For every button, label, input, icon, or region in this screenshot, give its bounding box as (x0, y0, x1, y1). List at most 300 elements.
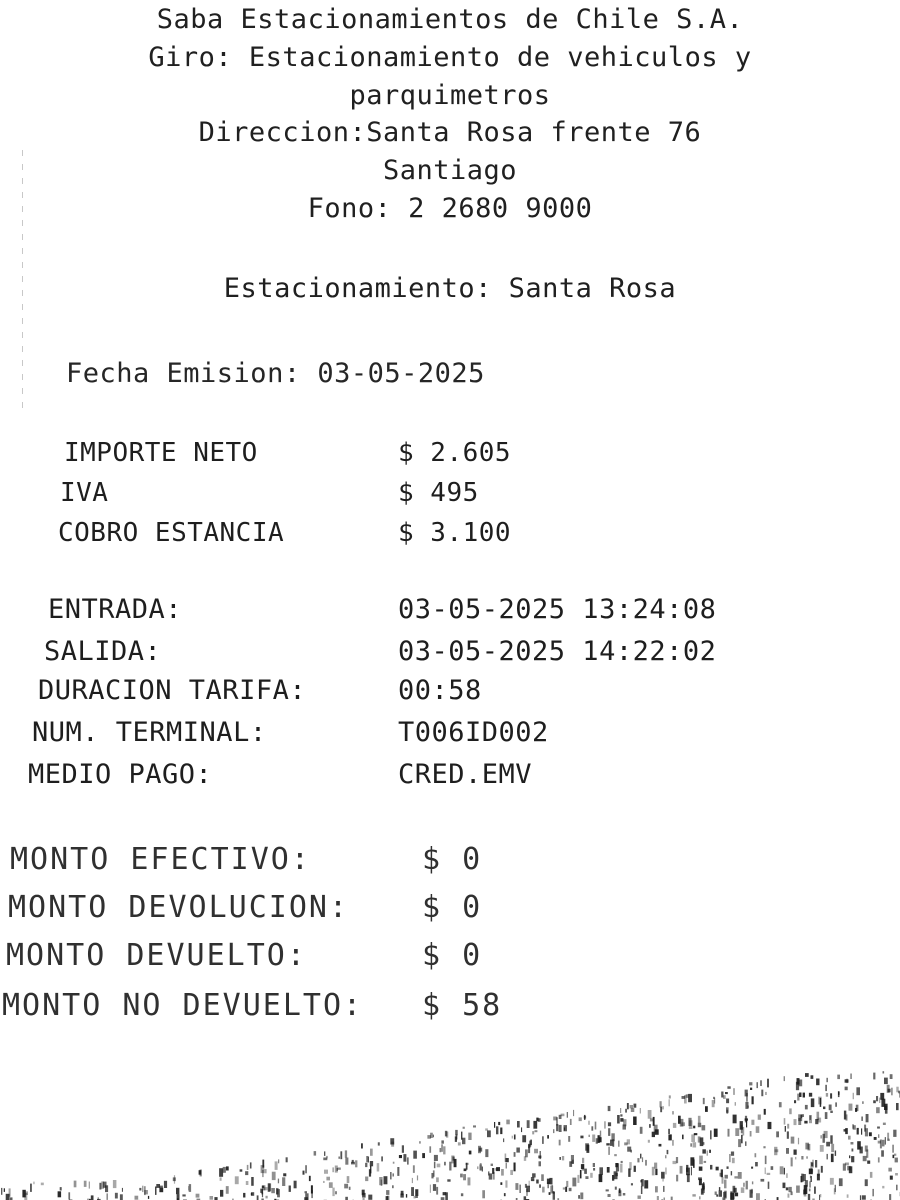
noise-speck (877, 1127, 880, 1129)
entry-label: ENTRADA: (48, 594, 183, 625)
noise-speck (881, 1099, 885, 1107)
noise-speck (869, 1132, 872, 1136)
noise-speck (813, 1160, 814, 1168)
noise-speck (103, 1182, 107, 1188)
noise-speck (789, 1187, 792, 1192)
noise-speck (818, 1169, 820, 1176)
noise-speck (823, 1134, 825, 1143)
noise-speck (445, 1131, 447, 1137)
noise-speck (559, 1140, 561, 1146)
noise-speck (893, 1155, 895, 1158)
noise-speck (796, 1186, 800, 1193)
noise-speck (709, 1150, 711, 1153)
noise-speck (691, 1167, 692, 1176)
noise-speck (761, 1179, 765, 1182)
noise-speck (830, 1111, 833, 1113)
noise-speck (464, 1169, 467, 1172)
noise-speck (352, 1160, 354, 1163)
noise-speck (730, 1191, 733, 1199)
noise-speck (693, 1142, 697, 1147)
noise-speck (865, 1146, 868, 1152)
noise-speck (585, 1176, 588, 1179)
refund-amount-label: MONTO DEVOLUCION: (8, 890, 350, 925)
noise-speck (381, 1156, 383, 1161)
noise-speck (399, 1155, 402, 1158)
noise-speck (411, 1187, 414, 1196)
refund-amount-value: $ 0 (422, 890, 483, 925)
noise-speck (634, 1166, 636, 1172)
noise-speck (262, 1189, 263, 1197)
noise-speck (745, 1118, 748, 1120)
noise-speck (461, 1193, 463, 1196)
noise-speck (579, 1117, 582, 1121)
noise-speck (534, 1149, 538, 1154)
net-amount-label: IMPORTE NETO (64, 438, 258, 468)
noise-speck (756, 1126, 760, 1133)
noise-speck (890, 1074, 893, 1079)
noise-speck (751, 1189, 753, 1194)
noise-speck (845, 1163, 849, 1166)
noise-speck (825, 1085, 827, 1091)
noise-speck (553, 1129, 554, 1133)
noise-speck (223, 1167, 226, 1173)
noise-speck (866, 1114, 869, 1122)
noise-speck (199, 1170, 202, 1175)
noise-speck (623, 1193, 626, 1196)
noise-speck (723, 1095, 726, 1099)
noise-speck (856, 1105, 859, 1111)
noise-speck (734, 1176, 738, 1178)
noise-speck (247, 1165, 249, 1170)
noise-speck (458, 1142, 461, 1145)
noise-speck (826, 1093, 828, 1097)
noise-speck (715, 1192, 717, 1195)
noise-speck (324, 1151, 325, 1156)
noise-speck (765, 1092, 767, 1095)
noise-speck (447, 1179, 450, 1181)
noise-speck (251, 1193, 253, 1196)
noise-speck (609, 1147, 610, 1155)
noise-speck (722, 1177, 724, 1184)
noise-speck (272, 1172, 276, 1180)
noise-speck (139, 1188, 141, 1191)
noise-speck (894, 1154, 896, 1156)
noise-speck (810, 1115, 812, 1120)
noise-speck (826, 1142, 830, 1147)
noise-speck (676, 1175, 678, 1182)
noise-speck (883, 1071, 885, 1073)
noise-speck (74, 1181, 77, 1188)
noise-speck (714, 1129, 718, 1137)
noise-speck (580, 1193, 583, 1200)
noise-speck (682, 1096, 686, 1099)
noise-speck (485, 1149, 488, 1157)
noise-speck (514, 1152, 516, 1157)
noise-speck (642, 1157, 643, 1162)
noise-speck (710, 1165, 712, 1170)
noise-speck (805, 1073, 809, 1077)
noise-speck (738, 1139, 741, 1147)
noise-speck (525, 1149, 528, 1157)
noise-speck (851, 1156, 854, 1162)
noise-speck (821, 1135, 822, 1138)
noise-speck (889, 1194, 891, 1200)
noise-speck (835, 1185, 836, 1192)
noise-speck (805, 1180, 808, 1187)
noise-speck (434, 1155, 438, 1161)
noise-speck (755, 1153, 757, 1157)
noise-speck (873, 1073, 875, 1080)
noise-speck (220, 1190, 223, 1197)
noise-speck (625, 1109, 627, 1113)
noise-speck (876, 1107, 880, 1113)
noise-speck (768, 1182, 770, 1189)
noise-speck (698, 1116, 701, 1123)
noise-speck (608, 1106, 611, 1111)
noise-speck (559, 1115, 562, 1119)
noise-speck (669, 1099, 670, 1106)
noise-speck (820, 1098, 822, 1107)
noise-speck (556, 1124, 558, 1131)
noise-speck (801, 1115, 803, 1119)
noise-speck (741, 1135, 743, 1144)
noise-speck (505, 1158, 508, 1162)
noise-speck (326, 1177, 330, 1181)
noise-speck (761, 1090, 763, 1097)
noise-speck (809, 1093, 812, 1097)
noise-speck (99, 1183, 101, 1190)
noise-speck (678, 1116, 681, 1124)
noise-speck (303, 1171, 305, 1175)
noise-speck (863, 1156, 867, 1161)
noise-speck (784, 1168, 785, 1175)
noise-speck (569, 1188, 572, 1191)
noise-speck (338, 1168, 341, 1170)
noise-speck (563, 1187, 565, 1189)
noise-speck (630, 1105, 633, 1108)
noise-speck (620, 1164, 622, 1173)
noise-speck (644, 1180, 648, 1188)
noise-speck (436, 1187, 438, 1195)
noise-speck (159, 1186, 163, 1189)
noise-speck (345, 1158, 348, 1165)
noise-speck (618, 1190, 621, 1196)
noise-speck (719, 1187, 720, 1191)
noise-speck (893, 1145, 894, 1153)
noise-speck (568, 1136, 570, 1142)
noise-speck (727, 1086, 730, 1089)
not-returned-amount-value: $ 58 (422, 988, 503, 1023)
noise-speck (264, 1169, 266, 1173)
address: Direccion:Santa Rosa frente 76 (198, 117, 702, 148)
noise-speck (338, 1157, 340, 1159)
noise-speck (275, 1161, 278, 1170)
noise-speck (595, 1122, 597, 1130)
noise-speck (505, 1180, 507, 1187)
noise-speck (726, 1099, 729, 1104)
noise-speck (567, 1112, 568, 1118)
noise-speck (468, 1133, 471, 1140)
noise-speck (219, 1168, 223, 1177)
noise-speck (618, 1141, 620, 1147)
noise-speck (427, 1135, 431, 1139)
noise-speck (89, 1182, 90, 1189)
noise-speck (757, 1082, 758, 1088)
noise-speck (895, 1173, 898, 1176)
noise-speck (593, 1163, 595, 1167)
noise-speck (733, 1115, 737, 1124)
noise-speck (332, 1188, 334, 1197)
noise-speck (494, 1122, 495, 1128)
noise-speck (733, 1186, 736, 1193)
noise-speck (783, 1183, 786, 1189)
noise-speck (698, 1177, 702, 1180)
noise-speck (148, 1196, 149, 1199)
noise-speck (830, 1135, 832, 1144)
noise-speck (419, 1141, 420, 1143)
noise-speck (487, 1130, 491, 1137)
noise-speck (210, 1196, 214, 1200)
noise-speck (873, 1100, 876, 1103)
noise-speck (257, 1195, 259, 1200)
noise-speck (608, 1128, 610, 1136)
noise-speck (831, 1144, 834, 1152)
noise-speck (519, 1185, 521, 1193)
noise-speck (155, 1187, 157, 1195)
noise-speck (654, 1163, 657, 1169)
noise-speck (818, 1118, 822, 1123)
noise-speck (617, 1115, 620, 1124)
noise-speck (787, 1124, 789, 1129)
noise-speck (243, 1193, 245, 1198)
noise-speck (479, 1148, 482, 1152)
noise-speck (164, 1181, 167, 1188)
noise-speck (566, 1181, 568, 1187)
noise-speck (803, 1093, 805, 1098)
noise-speck (615, 1187, 617, 1190)
noise-speck (667, 1150, 669, 1154)
noise-speck (784, 1076, 785, 1081)
noise-speck (750, 1131, 752, 1137)
noise-speck (182, 1194, 185, 1196)
noise-speck (84, 1181, 87, 1187)
noise-speck (673, 1161, 677, 1164)
noise-speck (433, 1135, 434, 1138)
noise-speck (506, 1120, 510, 1125)
noise-speck (821, 1166, 823, 1173)
noise-speck (835, 1102, 837, 1106)
noise-speck (691, 1134, 695, 1142)
noise-speck (515, 1183, 518, 1190)
noise-speck (690, 1157, 694, 1166)
noise-speck (661, 1172, 665, 1179)
noise-speck (716, 1194, 718, 1196)
noise-speck (849, 1155, 850, 1158)
returned-amount-value: $ 0 (422, 938, 483, 973)
noise-speck (569, 1161, 572, 1167)
noise-speck (853, 1093, 854, 1099)
noise-speck (559, 1125, 562, 1132)
noise-speck (530, 1140, 532, 1146)
noise-speck (893, 1130, 896, 1137)
noise-speck (755, 1162, 758, 1166)
noise-speck (846, 1079, 848, 1083)
noise-speck (645, 1160, 647, 1166)
noise-speck (896, 1103, 899, 1110)
noise-speck (873, 1189, 874, 1196)
noise-speck (283, 1173, 286, 1176)
noise-speck (604, 1121, 606, 1128)
noise-speck (876, 1096, 878, 1101)
noise-speck (365, 1177, 368, 1182)
overprinted-noise-strip (0, 1070, 900, 1200)
noise-speck (648, 1140, 650, 1143)
noise-speck (673, 1123, 676, 1128)
noise-speck (687, 1174, 690, 1182)
noise-speck (329, 1182, 333, 1188)
noise-speck (627, 1147, 631, 1152)
noise-speck (466, 1163, 469, 1165)
noise-speck (538, 1156, 541, 1159)
noise-speck (776, 1131, 779, 1137)
noise-speck (779, 1102, 782, 1107)
terminal-label: NUM. TERMINAL: (32, 717, 267, 748)
noise-speck (516, 1148, 520, 1153)
noise-speck (760, 1080, 761, 1086)
noise-speck (1, 1188, 2, 1195)
noise-speck (159, 1188, 163, 1193)
noise-speck (477, 1166, 478, 1169)
noise-speck (707, 1151, 708, 1156)
noise-speck (220, 1177, 222, 1180)
noise-speck (510, 1170, 513, 1175)
noise-speck (553, 1117, 557, 1121)
exit-time: 03-05-2025 14:22:02 (398, 636, 717, 667)
company-name: Saba Estacionamientos de Chile S.A. (156, 4, 744, 35)
noise-speck (498, 1122, 500, 1125)
noise-speck (627, 1103, 629, 1109)
noise-speck (536, 1180, 539, 1184)
noise-speck (671, 1197, 673, 1200)
noise-speck (196, 1194, 200, 1198)
noise-speck (839, 1178, 843, 1186)
noise-speck (880, 1140, 882, 1149)
noise-speck (752, 1096, 754, 1104)
noise-speck (369, 1169, 371, 1176)
noise-speck (176, 1188, 179, 1194)
noise-speck (680, 1166, 683, 1174)
noise-speck (751, 1167, 753, 1169)
noise-speck (415, 1189, 418, 1196)
noise-speck (804, 1121, 807, 1124)
noise-speck (867, 1161, 870, 1164)
noise-speck (672, 1140, 674, 1146)
noise-speck (745, 1102, 748, 1109)
noise-speck (68, 1192, 70, 1199)
noise-speck (488, 1171, 489, 1175)
noise-speck (177, 1194, 180, 1200)
noise-speck (847, 1166, 851, 1171)
noise-speck (496, 1126, 498, 1134)
payment-method-label: MEDIO PAGO: (28, 759, 213, 790)
noise-speck (819, 1195, 820, 1200)
noise-speck (570, 1119, 572, 1125)
noise-speck (324, 1170, 328, 1174)
noise-speck (264, 1187, 268, 1190)
noise-speck (830, 1093, 832, 1098)
noise-speck (799, 1093, 801, 1098)
noise-speck (541, 1174, 544, 1181)
noise-speck (323, 1158, 327, 1161)
noise-speck (268, 1183, 271, 1191)
noise-speck (686, 1168, 690, 1176)
noise-speck (437, 1164, 441, 1168)
noise-speck (599, 1167, 603, 1175)
noise-speck (659, 1144, 662, 1147)
noise-speck (599, 1137, 602, 1142)
noise-speck (469, 1151, 472, 1155)
noise-speck (649, 1124, 651, 1128)
noise-speck (30, 1184, 32, 1192)
noise-speck (723, 1192, 726, 1198)
noise-speck (719, 1190, 722, 1196)
noise-speck (890, 1176, 893, 1180)
noise-speck (669, 1095, 671, 1098)
issue-date: Fecha Emision: 03-05-2025 (66, 358, 485, 389)
noise-speck (621, 1161, 623, 1163)
noise-speck (527, 1120, 530, 1128)
noise-speck (397, 1167, 399, 1176)
noise-speck (688, 1094, 692, 1102)
noise-speck (750, 1088, 752, 1090)
noise-speck (517, 1121, 520, 1128)
noise-speck (641, 1186, 643, 1194)
noise-speck (286, 1157, 288, 1162)
noise-speck (305, 1165, 307, 1173)
noise-speck (41, 1183, 44, 1186)
noise-speck (615, 1173, 618, 1176)
noise-speck (305, 1193, 308, 1200)
noise-speck (856, 1087, 860, 1095)
noise-speck (514, 1134, 516, 1139)
noise-speck (390, 1138, 394, 1144)
noise-speck (278, 1159, 279, 1163)
noise-speck (444, 1162, 445, 1166)
noise-speck (891, 1088, 893, 1096)
noise-speck (716, 1167, 719, 1171)
noise-speck (612, 1175, 614, 1181)
noise-speck (482, 1190, 485, 1198)
noise-speck (735, 1128, 739, 1136)
noise-speck (725, 1175, 728, 1179)
noise-speck (885, 1137, 886, 1145)
noise-speck (767, 1173, 771, 1175)
noise-speck (535, 1130, 538, 1132)
noise-speck (501, 1169, 504, 1176)
noise-speck (743, 1183, 745, 1187)
noise-speck (663, 1186, 664, 1192)
noise-speck (441, 1140, 444, 1143)
noise-speck (823, 1107, 825, 1110)
noise-speck (844, 1129, 847, 1132)
noise-speck (588, 1121, 589, 1125)
noise-speck (451, 1156, 454, 1164)
noise-speck (857, 1141, 861, 1149)
noise-speck (829, 1105, 832, 1111)
noise-speck (780, 1166, 784, 1174)
noise-speck (549, 1178, 552, 1185)
noise-speck (652, 1167, 655, 1176)
